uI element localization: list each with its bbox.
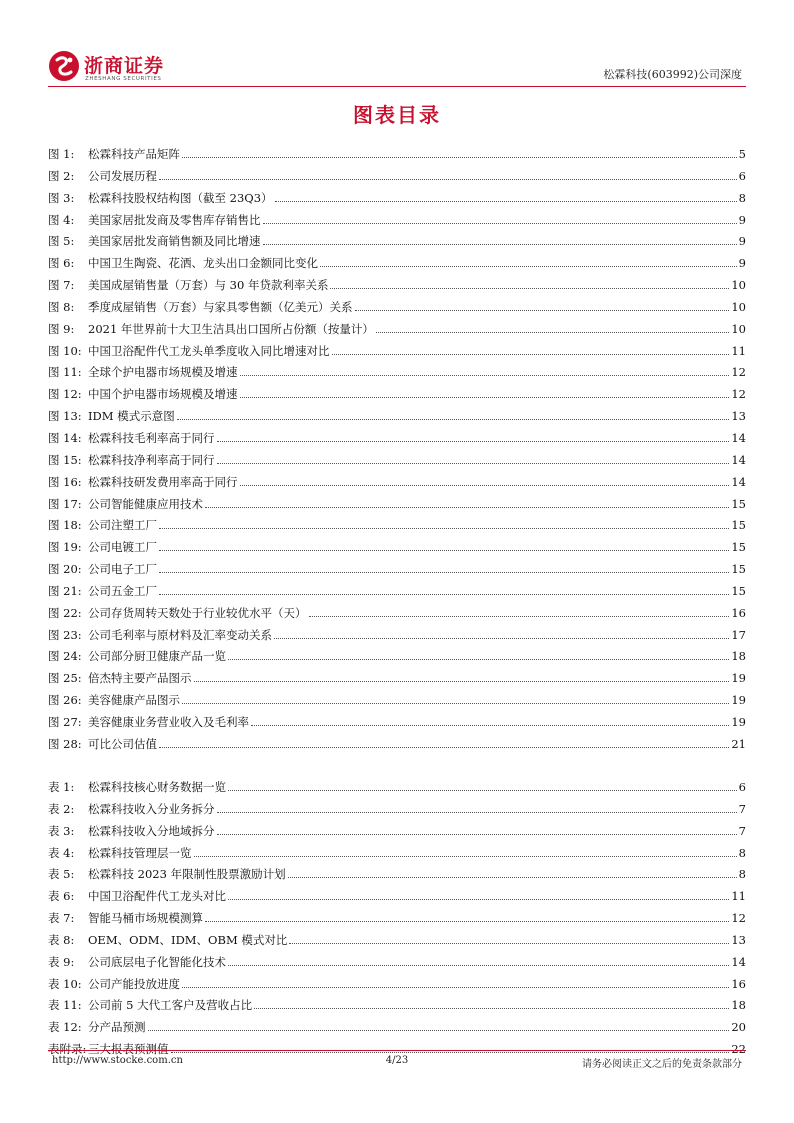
- entry-number: 表 5:: [48, 867, 75, 882]
- entry-page: 12: [731, 365, 746, 380]
- dot-leader: [171, 1052, 730, 1053]
- dot-leader: [330, 288, 729, 289]
- entry-number: 表 2:: [48, 801, 75, 816]
- dot-leader: [289, 943, 729, 944]
- report-title: 松霖科技(603992)公司深度: [603, 68, 742, 81]
- entry-page: 15: [731, 518, 746, 533]
- entry-title: 松霖科技核心财务数据一览: [88, 780, 226, 795]
- entry-page: 16: [731, 976, 746, 991]
- figure-entry[interactable]: [48, 146, 746, 168]
- dot-leader: [217, 463, 730, 464]
- figure-entry[interactable]: [48, 561, 746, 583]
- dot-leader: [194, 856, 737, 857]
- logo-name-cn: 浙商证券: [84, 55, 165, 77]
- entry-page: 10: [731, 278, 746, 293]
- figure-entry[interactable]: [48, 670, 746, 692]
- entry-page: 15: [731, 540, 746, 555]
- dot-leader: [194, 681, 730, 682]
- dot-leader: [240, 375, 730, 376]
- dot-leader: [240, 397, 730, 398]
- entry-number: 图 2:: [48, 168, 75, 183]
- entry-number: 图 15:: [48, 452, 82, 467]
- entry-number: 图 21:: [48, 583, 82, 598]
- entry-number: 图 16:: [48, 474, 82, 489]
- entry-title: 季度成屋销售（万套）与家具零售额（亿美元）关系: [88, 299, 353, 314]
- footer-divider: [48, 1050, 746, 1051]
- entry-title: 松霖科技产品矩阵: [88, 147, 180, 161]
- entry-page: 13: [731, 932, 746, 947]
- entry-number: 图 28:: [48, 736, 82, 751]
- entry-title: 中国卫浴配件代工龙头对比: [88, 889, 226, 904]
- figure-entry[interactable]: [48, 648, 746, 670]
- entry-page: 14: [731, 474, 746, 489]
- figure-entry[interactable]: [48, 583, 746, 605]
- entry-title: 松霖科技净利率高于同行: [88, 452, 215, 467]
- entry-number: 图 27:: [48, 714, 82, 729]
- table-list: [48, 779, 746, 1063]
- entry-page: 12: [731, 387, 746, 402]
- dot-leader: [182, 703, 729, 704]
- entry-number: 图 7:: [48, 278, 75, 293]
- entry-page: 15: [731, 496, 746, 511]
- entry-page: 6: [738, 168, 746, 183]
- dot-leader: [309, 616, 730, 617]
- entry-number: 图 26:: [48, 693, 82, 708]
- company-logo: [48, 50, 188, 86]
- dot-leader: [159, 594, 729, 595]
- dot-leader: [159, 179, 737, 180]
- entry-number: 表 1:: [48, 780, 75, 795]
- entry-title: 松霖科技毛利率高于同行: [88, 430, 215, 445]
- entry-page: 14: [731, 452, 746, 467]
- entry-title: 美容健康业务营业收入及毛利率: [88, 714, 249, 729]
- entry-title: 公司产能投放进度: [88, 976, 180, 991]
- table-entry[interactable]: [48, 845, 746, 867]
- dot-leader: [275, 201, 737, 202]
- section-gap: [48, 758, 746, 779]
- figure-entry[interactable]: [48, 474, 746, 496]
- dot-leader: [240, 485, 730, 486]
- entry-title: 松霖科技收入分业务拆分: [88, 801, 215, 816]
- figure-entry[interactable]: [48, 605, 746, 627]
- dot-leader: [159, 550, 729, 551]
- entry-title: 公司注塑工厂: [88, 518, 157, 533]
- entry-title: 三大报表预测值: [88, 1042, 169, 1057]
- dot-leader: [263, 244, 737, 245]
- entry-number: 表 8:: [48, 932, 75, 947]
- entry-title: 美国家居批发商销售额及同比增速: [88, 234, 261, 249]
- table-entry[interactable]: [48, 910, 746, 932]
- entry-title: IDM 模式示意图: [88, 409, 175, 424]
- figure-entry[interactable]: [48, 277, 746, 299]
- footer-disclaimer: 请务必阅读正文之后的免责条款部分: [582, 1059, 742, 1070]
- entry-number: 表 12:: [48, 1020, 82, 1035]
- entry-page: 11: [731, 343, 746, 358]
- entry-number: 图 5:: [48, 234, 75, 249]
- entry-title: 松霖科技管理层一览: [88, 845, 192, 860]
- dot-leader: [288, 877, 737, 878]
- entry-number: 表 4:: [48, 845, 75, 860]
- entry-page: 5: [738, 147, 746, 161]
- figure-entry[interactable]: [48, 714, 746, 736]
- table-entry[interactable]: [48, 823, 746, 845]
- entry-title: 公司部分厨卫健康产品一览: [88, 649, 226, 664]
- entry-page: 18: [731, 649, 746, 664]
- figure-entry[interactable]: [48, 321, 746, 343]
- entry-page: 8: [738, 190, 746, 205]
- figure-entry[interactable]: [48, 430, 746, 452]
- entry-page: 6: [738, 780, 746, 795]
- entry-title: 中国个护电器市场规模及增速: [88, 387, 238, 402]
- entry-number: 图 23:: [48, 627, 82, 642]
- entry-page: 13: [731, 409, 746, 424]
- entry-page: 15: [731, 562, 746, 577]
- figure-entry[interactable]: [48, 190, 746, 212]
- entry-title: 公司电镀工厂: [88, 540, 157, 555]
- entry-title: 分产品预测: [88, 1020, 146, 1035]
- table-entry[interactable]: [48, 866, 746, 888]
- table-of-contents: [48, 146, 746, 1063]
- table-entry[interactable]: [48, 997, 746, 1019]
- entry-title: 公司存货周转天数处于行业较优水平（天）: [88, 605, 307, 620]
- entry-page: 8: [738, 845, 746, 860]
- table-entry[interactable]: [48, 801, 746, 823]
- entry-number: 图 20:: [48, 562, 82, 577]
- entry-number: 图 22:: [48, 605, 82, 620]
- dot-leader: [159, 572, 729, 573]
- figure-entry[interactable]: [48, 386, 746, 408]
- entry-title: 公司电子工厂: [88, 562, 157, 577]
- figure-entry[interactable]: [48, 233, 746, 255]
- footer-url[interactable]: http://www.stocke.com.cn: [52, 1055, 183, 1066]
- dot-leader: [182, 157, 737, 158]
- entry-page: 8: [738, 867, 746, 882]
- figure-entry[interactable]: [48, 517, 746, 539]
- entry-title: 可比公司估值: [88, 736, 157, 751]
- entry-title: 美国成屋销售量（万套）与 30 年贷款利率关系: [88, 278, 329, 293]
- entry-number: 图 8:: [48, 299, 75, 314]
- entry-number: 图 19:: [48, 540, 82, 555]
- page-title: 图表目录: [353, 103, 441, 127]
- table-entry[interactable]: [48, 1019, 746, 1041]
- figure-entry[interactable]: [48, 452, 746, 474]
- figure-entry[interactable]: [48, 692, 746, 714]
- logo-emblem-icon: [48, 50, 80, 82]
- entry-number: 图 9:: [48, 321, 75, 336]
- figure-entry[interactable]: [48, 496, 746, 518]
- entry-page: 9: [738, 256, 746, 271]
- entry-number: 表 11:: [48, 998, 82, 1013]
- entry-number: 图 25:: [48, 671, 82, 686]
- entry-page: 19: [731, 714, 746, 729]
- dot-leader: [320, 266, 737, 267]
- entry-page: 18: [731, 998, 746, 1013]
- entry-title: 公司五金工厂: [88, 583, 157, 598]
- entry-title: 公司前 5 大代工客户及营收占比: [88, 998, 253, 1013]
- entry-title: 松霖科技 2023 年限制性股票激励计划: [88, 867, 286, 882]
- figure-entry[interactable]: [48, 364, 746, 386]
- entry-page: 14: [731, 954, 746, 969]
- entry-title: 松霖科技股权结构图（截至 23Q3）: [88, 190, 273, 205]
- entry-number: 图 1:: [48, 147, 75, 161]
- entry-title: 智能马桶市场规模测算: [88, 911, 203, 926]
- entry-page: 19: [731, 693, 746, 708]
- dot-leader: [177, 419, 730, 420]
- entry-number: 图 17:: [48, 496, 82, 511]
- logo-name-en: ZHESHANG SECURITIES: [85, 76, 162, 82]
- dot-leader: [205, 921, 729, 922]
- dot-leader: [182, 987, 729, 988]
- entry-page: 9: [738, 212, 746, 227]
- entry-number: 图 6:: [48, 256, 75, 271]
- entry-title: 2021 年世界前十大卫生洁具出口国所占份额（按量计）: [88, 321, 374, 336]
- entry-number: 表 7:: [48, 911, 75, 926]
- dot-leader: [251, 725, 729, 726]
- entry-title: OEM、ODM、IDM、OBM 模式对比: [88, 932, 288, 947]
- figure-entry[interactable]: [48, 627, 746, 649]
- figure-entry[interactable]: [48, 255, 746, 277]
- table-entry[interactable]: [48, 888, 746, 910]
- entry-number: 图 24:: [48, 649, 82, 664]
- table-entry[interactable]: [48, 779, 746, 801]
- entry-page: 22: [731, 1042, 746, 1057]
- entry-number: 表 6:: [48, 889, 75, 904]
- entry-title: 公司智能健康应用技术: [88, 496, 203, 511]
- entry-page: 20: [731, 1020, 746, 1035]
- entry-page: 17: [731, 627, 746, 642]
- dot-leader: [217, 834, 737, 835]
- entry-title: 美国家居批发商及零售库存销售比: [88, 212, 261, 227]
- entry-title: 松霖科技研发费用率高于同行: [88, 474, 238, 489]
- header-divider: [48, 86, 746, 87]
- figure-list: [48, 146, 746, 758]
- entry-title: 全球个护电器市场规模及增速: [88, 365, 238, 380]
- dot-leader: [217, 812, 737, 813]
- dot-leader: [376, 332, 729, 333]
- figure-entry[interactable]: [48, 343, 746, 365]
- dot-leader: [159, 747, 729, 748]
- entry-number: 表附录:: [48, 1042, 87, 1057]
- dot-leader: [263, 223, 737, 224]
- dot-leader: [228, 965, 729, 966]
- figure-entry[interactable]: [48, 736, 746, 758]
- entry-title: 公司毛利率与原材料及汇率变动关系: [88, 627, 272, 642]
- entry-title: 中国卫浴配件代工龙头单季度收入同比增速对比: [88, 343, 330, 358]
- table-entry[interactable]: [48, 954, 746, 976]
- entry-page: 12: [731, 911, 746, 926]
- figure-entry[interactable]: [48, 168, 746, 190]
- entry-number: 表 10:: [48, 976, 82, 991]
- entry-number: 图 10:: [48, 343, 82, 358]
- entry-number: 表 3:: [48, 823, 75, 838]
- dot-leader: [148, 1030, 730, 1031]
- dot-leader: [228, 899, 729, 900]
- entry-page: 19: [731, 671, 746, 686]
- dot-leader: [274, 638, 729, 639]
- dot-leader: [159, 528, 729, 529]
- table-entry[interactable]: [48, 932, 746, 954]
- dot-leader: [205, 507, 729, 508]
- entry-number: 图 18:: [48, 518, 82, 533]
- entry-page: 16: [731, 605, 746, 620]
- entry-title: 公司底层电子化智能化技术: [88, 954, 226, 969]
- table-entry[interactable]: [48, 976, 746, 998]
- entry-page: 11: [731, 889, 746, 904]
- entry-page: 9: [738, 234, 746, 249]
- entry-title: 中国卫生陶瓷、花洒、龙头出口金额同比变化: [88, 256, 318, 271]
- entry-page: 14: [731, 430, 746, 445]
- entry-number: 图 14:: [48, 430, 82, 445]
- entry-page: 15: [731, 583, 746, 598]
- figure-entry[interactable]: [48, 212, 746, 234]
- entry-page: 10: [731, 321, 746, 336]
- entry-title: 美容健康产品图示: [88, 693, 180, 708]
- entry-title: 公司发展历程: [88, 168, 157, 183]
- entry-page: 7: [738, 823, 746, 838]
- entry-title: 倍杰特主要产品图示: [88, 671, 192, 686]
- entry-number: 图 3:: [48, 190, 75, 205]
- entry-number: 图 13:: [48, 409, 82, 424]
- dot-leader: [228, 790, 737, 791]
- entry-number: 图 12:: [48, 387, 82, 402]
- dot-leader: [254, 1008, 729, 1009]
- entry-page: 7: [738, 801, 746, 816]
- footer-page-number: 4/23: [385, 1055, 409, 1066]
- dot-leader: [228, 659, 729, 660]
- entry-page: 21: [731, 736, 746, 751]
- figure-entry[interactable]: [48, 299, 746, 321]
- entry-page: 10: [731, 299, 746, 314]
- figure-entry[interactable]: [48, 408, 746, 430]
- figure-entry[interactable]: [48, 539, 746, 561]
- dot-leader: [332, 354, 730, 355]
- entry-title: 松霖科技收入分地域拆分: [88, 823, 215, 838]
- entry-number: 图 4:: [48, 212, 75, 227]
- entry-number: 表 9:: [48, 954, 75, 969]
- dot-leader: [355, 310, 730, 311]
- entry-number: 图 11:: [48, 365, 82, 380]
- dot-leader: [217, 441, 730, 442]
